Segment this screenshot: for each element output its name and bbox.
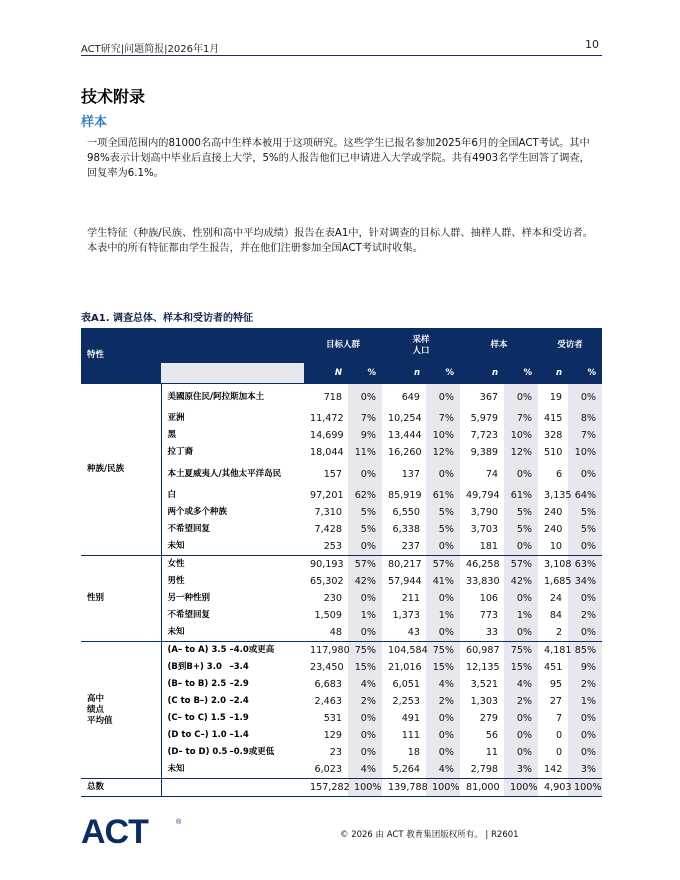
- header-respondents: 受访者: [538, 328, 602, 363]
- total-percent-cell: 100%: [504, 779, 538, 797]
- percent-cell: 75%: [426, 642, 460, 660]
- header-title: ACT研究|问题简报|2026年1月: [81, 44, 220, 55]
- count-cell: 137: [401, 468, 421, 480]
- header-divider: [81, 55, 602, 56]
- count-cell: 491: [401, 713, 421, 724]
- count-cell: 106: [479, 593, 499, 604]
- percent-cell: 2%: [568, 607, 602, 624]
- group-label: 性别: [81, 556, 161, 642]
- category-label: [161, 642, 304, 660]
- total-count-cell: 81,000: [460, 779, 504, 797]
- count-cell: 11,472: [310, 413, 344, 424]
- percent-cell: 57%: [348, 556, 382, 574]
- count-cell: 2,253: [392, 696, 421, 707]
- count-cell: 510: [544, 447, 563, 458]
- category-label: 亚洲: [161, 410, 304, 427]
- table-row: [81, 384, 602, 411]
- count-cell: 7,428: [314, 524, 342, 535]
- gpa-label: (B到B+) 3.0: [167, 662, 222, 672]
- count-cell: 240: [544, 524, 563, 535]
- category-label: [161, 710, 304, 727]
- percent-cell: 0%: [504, 538, 538, 556]
- subheader-n: n: [460, 363, 504, 384]
- percent-cell: 0%: [348, 461, 382, 487]
- footer-copyright: © 2026 由 ACT 教育集团版权所有。 | R2601: [340, 830, 519, 840]
- percent-cell: 41%: [426, 573, 460, 590]
- count-cell: 531: [323, 713, 342, 724]
- percent-cell: 8%: [568, 410, 602, 427]
- count-cell: 6: [555, 468, 563, 480]
- count-cell: 111: [401, 730, 421, 741]
- percent-cell: 0%: [504, 744, 538, 761]
- percent-cell: 63%: [568, 556, 602, 574]
- count-cell: 211: [401, 593, 421, 604]
- gpa-range: –3.4: [229, 662, 249, 672]
- count-cell: 6,051: [392, 679, 421, 690]
- percent-cell: 57%: [426, 556, 460, 574]
- percent-cell: 2%: [568, 676, 602, 693]
- percent-cell: 0%: [568, 384, 602, 411]
- count-cell: 104,584: [382, 642, 426, 660]
- total-percent-cell: 100%: [348, 779, 382, 797]
- subheader-pct: %: [568, 363, 602, 384]
- percent-cell: 4%: [504, 676, 538, 693]
- count-cell: 21,016: [388, 662, 422, 673]
- count-cell: 60,987: [460, 642, 504, 660]
- count-cell: 415: [544, 413, 563, 424]
- total-row: [81, 779, 602, 797]
- header-sample: 样本: [460, 328, 538, 363]
- subheader-n: n: [382, 363, 426, 384]
- count-cell: 9,389: [470, 447, 499, 458]
- count-cell: 3,108: [538, 556, 568, 574]
- count-cell: 328: [544, 430, 563, 441]
- percent-cell: 10%: [504, 427, 538, 444]
- count-cell: 4,181: [538, 642, 568, 660]
- percent-cell: 0%: [568, 710, 602, 727]
- percent-cell: 0%: [348, 590, 382, 607]
- category-label: 美國原住民/阿拉斯加本土: [161, 384, 304, 411]
- total-count-cell: 139,788: [382, 779, 426, 797]
- percent-cell: 1%: [348, 607, 382, 624]
- count-cell: 49,794: [466, 490, 500, 501]
- act-logo: [81, 814, 189, 846]
- count-cell: 3,521: [470, 679, 499, 690]
- gpa-range: –2.4: [229, 696, 249, 706]
- percent-cell: 3%: [568, 761, 602, 779]
- percent-cell: 15%: [504, 659, 538, 676]
- percent-cell: 0%: [504, 384, 538, 411]
- count-cell: 1,685: [544, 576, 572, 587]
- count-cell: 7: [555, 713, 563, 724]
- category-label: [161, 744, 304, 761]
- percent-cell: 62%: [348, 487, 382, 504]
- category-label: 男性: [161, 573, 304, 590]
- count-cell: 240: [544, 507, 563, 518]
- count-cell: 48: [329, 627, 342, 638]
- percent-cell: 10%: [426, 427, 460, 444]
- percent-cell: 9%: [568, 659, 602, 676]
- count-cell: 6,550: [392, 507, 421, 518]
- category-label: [161, 761, 304, 779]
- paragraph-characteristics: 学生特征（种族/民族、性别和高中平均成绩）报告在表A1中，针对调查的目标人群、抽样人群、样本和受访者。本表中的所有特征都由学生报告，并在他们注册参加全国ACT考试时收集。: [87, 228, 593, 254]
- count-cell: 3,703: [470, 524, 499, 535]
- count-cell: 14,699: [310, 430, 344, 441]
- percent-cell: 0%: [568, 624, 602, 642]
- percent-cell: 0%: [348, 744, 382, 761]
- group-label: 高中 绩点 平均值: [81, 642, 161, 779]
- category-label: 未知: [161, 538, 304, 556]
- count-cell: 181: [479, 541, 499, 552]
- count-cell: 2,463: [314, 696, 342, 707]
- count-cell: 6,023: [314, 764, 342, 775]
- count-cell: 65,302: [310, 576, 344, 587]
- count-cell: 56: [485, 730, 499, 741]
- percent-cell: 57%: [504, 556, 538, 574]
- count-cell: 142: [544, 764, 563, 775]
- percent-cell: 0%: [504, 590, 538, 607]
- gpa-range: –1.9: [229, 713, 249, 723]
- gpa-range: –1.4: [229, 730, 249, 740]
- percent-cell: 0%: [426, 710, 460, 727]
- count-cell: 23,450: [310, 662, 344, 673]
- percent-cell: 0%: [426, 461, 460, 487]
- count-cell: 18: [407, 747, 421, 758]
- percent-cell: 34%: [568, 573, 602, 590]
- percent-cell: 0%: [568, 461, 602, 487]
- count-cell: 90,193: [304, 556, 348, 574]
- percent-cell: 0%: [504, 624, 538, 642]
- count-cell: 24: [549, 593, 563, 604]
- subheader-spacer: [161, 363, 304, 384]
- percent-cell: 75%: [348, 642, 382, 660]
- count-cell: 18,044: [310, 447, 344, 458]
- gpa-label: (D– to D) 0.5: [167, 747, 228, 757]
- percent-cell: 75%: [504, 642, 538, 660]
- count-cell: 2: [555, 627, 563, 638]
- percent-cell: 1%: [426, 607, 460, 624]
- percent-cell: 7%: [426, 410, 460, 427]
- paragraph-sample: 一项全国范围内的81000名高中生样本被用于这项研究。这些学生已报名参加2025年6月的全国ACT考试。其中98%表示计划高中毕业后直接上大学，5%的人报告他们已申请进入大学或学院。共有4903名学生回答了调查，回复率为6.1%。: [87, 138, 590, 179]
- percent-cell: 0%: [348, 710, 382, 727]
- header-sampled-population: 采样 人口: [382, 328, 460, 363]
- count-cell: 5,264: [392, 764, 421, 775]
- header-spacer: [161, 328, 304, 363]
- percent-cell: 1%: [568, 693, 602, 710]
- count-cell: 157: [323, 468, 342, 480]
- percent-cell: 0%: [568, 590, 602, 607]
- count-cell: 253: [323, 541, 342, 552]
- category-label: [161, 676, 304, 693]
- total-label: 总数: [81, 779, 161, 797]
- percent-cell: 2%: [348, 693, 382, 710]
- count-cell: 129: [323, 730, 342, 741]
- category-label: 白: [161, 487, 304, 504]
- count-cell: 0: [555, 747, 563, 758]
- count-cell: 6,338: [392, 524, 421, 535]
- percent-cell: 0%: [568, 727, 602, 744]
- percent-cell: 15%: [348, 659, 382, 676]
- category-label: 两个或多个种族: [161, 504, 304, 521]
- subheader-n: N: [304, 363, 348, 384]
- count-cell: 0: [555, 730, 563, 741]
- percent-cell: 42%: [504, 573, 538, 590]
- percent-cell: 0%: [568, 538, 602, 556]
- count-cell: 46,258: [460, 556, 504, 574]
- percent-cell: 7%: [504, 410, 538, 427]
- count-cell: 279: [479, 713, 499, 724]
- percent-cell: 4%: [426, 676, 460, 693]
- header-characteristic: 特性: [81, 328, 161, 384]
- percent-cell: 85%: [568, 642, 602, 660]
- count-cell: 718: [304, 384, 348, 411]
- percent-cell: 2%: [426, 693, 460, 710]
- percent-cell: 5%: [348, 521, 382, 538]
- percent-cell: 0%: [426, 624, 460, 642]
- percent-cell: 0%: [348, 384, 382, 411]
- category-label: [161, 693, 304, 710]
- subheader-n: n: [538, 363, 568, 384]
- section-title: 技术附录: [81, 87, 146, 106]
- subheader-pct: %: [426, 363, 460, 384]
- count-cell: 97,201: [310, 490, 344, 501]
- percent-cell: 0%: [568, 744, 602, 761]
- count-cell: 84: [549, 610, 563, 621]
- count-cell: 6,683: [314, 679, 342, 690]
- percent-cell: 11%: [348, 444, 382, 461]
- percent-cell: 5%: [504, 521, 538, 538]
- subheader-pct: %: [504, 363, 538, 384]
- percent-cell: 9%: [348, 427, 382, 444]
- percent-cell: 0%: [348, 727, 382, 744]
- table-caption: 表A1. 调查总体、样本和受访者的特征: [81, 313, 253, 324]
- count-cell: 95: [549, 679, 563, 690]
- count-cell: 5,979: [470, 413, 499, 424]
- gpa-label: (B– to B) 2.5: [167, 679, 227, 689]
- percent-cell: 64%: [568, 487, 602, 504]
- count-cell: 117,980: [304, 642, 348, 660]
- percent-cell: 42%: [348, 573, 382, 590]
- gpa-range: –0.9或更低: [229, 747, 275, 757]
- percent-cell: 3%: [504, 761, 538, 779]
- percent-cell: 15%: [426, 659, 460, 676]
- subsection-title: 样本: [81, 115, 108, 130]
- percent-cell: 0%: [426, 744, 460, 761]
- percent-cell: 0%: [504, 461, 538, 487]
- count-cell: 649: [382, 384, 426, 411]
- count-cell: 10,254: [388, 413, 422, 424]
- count-cell: 12,135: [466, 662, 500, 673]
- count-cell: 33: [485, 627, 499, 638]
- gpa-label: (D to C–) 1.0: [167, 730, 227, 740]
- gpa-range: –2.9: [229, 679, 249, 689]
- percent-cell: 5%: [426, 521, 460, 538]
- percent-cell: 5%: [426, 504, 460, 521]
- category-label: 黑: [161, 427, 304, 444]
- total-spacer: [161, 779, 304, 797]
- count-cell: 1,303: [470, 696, 499, 707]
- gpa-label: 未知: [167, 764, 185, 774]
- header-target-population: 目标人群: [304, 328, 382, 363]
- count-cell: 43: [407, 627, 421, 638]
- count-cell: 23: [329, 747, 342, 758]
- percent-cell: 0%: [426, 590, 460, 607]
- percent-cell: 5%: [348, 504, 382, 521]
- percent-cell: 0%: [426, 538, 460, 556]
- total-count-cell: 157,282: [304, 779, 348, 797]
- percent-cell: 61%: [504, 487, 538, 504]
- gpa-label: (C to B–) 2.0: [167, 696, 227, 706]
- percent-cell: 4%: [426, 761, 460, 779]
- count-cell: 85,919: [388, 490, 422, 501]
- subheader-pct: %: [348, 363, 382, 384]
- percent-cell: 2%: [504, 693, 538, 710]
- gpa-label: (C– to C) 1.5: [167, 713, 226, 723]
- percent-cell: 0%: [504, 727, 538, 744]
- category-label: 不希望回复: [161, 607, 304, 624]
- count-cell: 7,723: [470, 430, 499, 441]
- page-number: 10: [585, 38, 599, 51]
- category-label: 本土夏威夷人/其他太平洋岛民: [161, 461, 304, 487]
- total-percent-cell: 100%: [426, 779, 460, 797]
- count-cell: 2,798: [470, 764, 499, 775]
- count-cell: 367: [460, 384, 504, 411]
- gpa-range: –4.0或更高: [229, 645, 275, 655]
- total-percent-cell: 100%: [568, 779, 602, 797]
- percent-cell: 7%: [348, 410, 382, 427]
- characteristics-table: [81, 328, 602, 797]
- count-cell: 3,790: [470, 507, 499, 518]
- count-cell: 74: [485, 468, 499, 480]
- category-label: 拉丁裔: [161, 444, 304, 461]
- percent-cell: 5%: [504, 504, 538, 521]
- gpa-range: [230, 764, 299, 775]
- category-label: [161, 727, 304, 744]
- percent-cell: 10%: [568, 444, 602, 461]
- table-body: [81, 384, 602, 797]
- percent-cell: 5%: [568, 504, 602, 521]
- count-cell: 451: [544, 662, 563, 673]
- percent-cell: 4%: [348, 676, 382, 693]
- percent-cell: 7%: [568, 427, 602, 444]
- percent-cell: 0%: [426, 727, 460, 744]
- table-row: [81, 642, 602, 660]
- group-label: 种族/民族: [81, 384, 161, 556]
- count-cell: 80,217: [382, 556, 426, 574]
- percent-cell: 12%: [504, 444, 538, 461]
- count-cell: 27: [549, 696, 563, 707]
- count-cell: 16,260: [388, 447, 422, 458]
- percent-cell: 12%: [426, 444, 460, 461]
- count-cell: 13,444: [388, 430, 422, 441]
- category-label: [161, 659, 304, 676]
- count-cell: 57,944: [388, 576, 422, 587]
- count-cell: 33,830: [466, 576, 500, 587]
- count-cell: 3,135: [544, 490, 572, 501]
- category-label: 未知: [161, 624, 304, 642]
- table-row: [81, 556, 602, 574]
- category-label: 另一种性别: [161, 590, 304, 607]
- percent-cell: 0%: [348, 538, 382, 556]
- count-cell: 19: [538, 384, 568, 411]
- percent-cell: 61%: [426, 487, 460, 504]
- count-cell: 773: [479, 610, 499, 621]
- gpa-label: (A– to A) 3.5: [167, 645, 227, 655]
- category-label: 女性: [161, 556, 304, 574]
- percent-cell: 5%: [568, 521, 602, 538]
- count-cell: 230: [323, 593, 342, 604]
- count-cell: 1,509: [314, 610, 342, 621]
- svg-text:®: ®: [176, 819, 182, 826]
- count-cell: 237: [401, 541, 421, 552]
- count-cell: 11: [485, 747, 499, 758]
- svg-text:ACT: ACT: [81, 814, 148, 846]
- count-cell: 7,310: [314, 507, 342, 518]
- percent-cell: 0%: [426, 384, 460, 411]
- category-label: 不希望回复: [161, 521, 304, 538]
- total-count-cell: 4,903: [538, 779, 568, 797]
- count-cell: 1,373: [392, 610, 421, 621]
- percent-cell: 0%: [348, 624, 382, 642]
- percent-cell: 4%: [348, 761, 382, 779]
- percent-cell: 0%: [504, 710, 538, 727]
- percent-cell: 1%: [504, 607, 538, 624]
- count-cell: 10: [549, 541, 563, 552]
